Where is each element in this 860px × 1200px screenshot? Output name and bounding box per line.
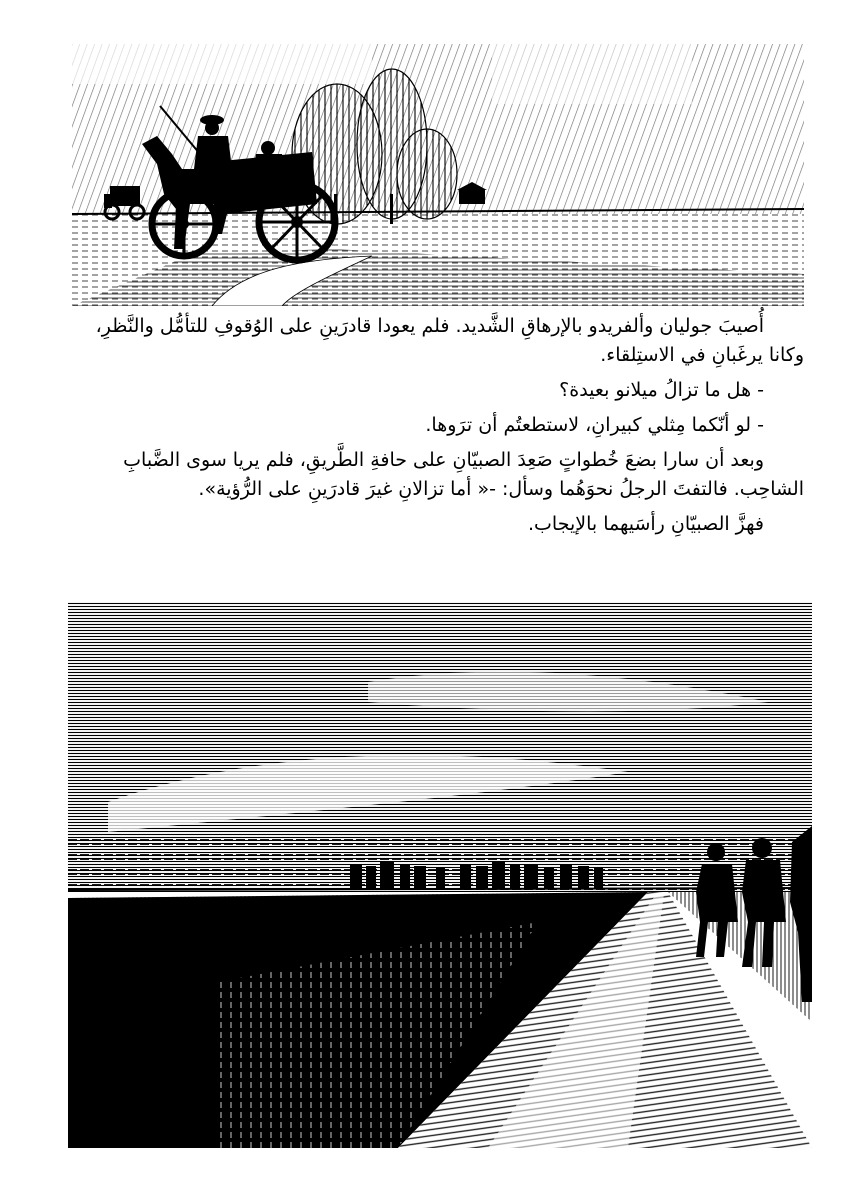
dialogue-answer: - لو أنّكما مِثلي كبيرانِ، لاستطعتُم أن ترَوها. [425, 414, 764, 436]
paragraph-road-edge: وبعد أن سارا بضعَ خُطواتٍ صَعِدَ الصبيّانِ على حافةِ الطَّريقِ، فلم يريا سوى الضَّبابِ الشاحِب. فالتفتَ الرجلُ نحوَهُما وسأل: -« أما تزالانِ غيرَ قادرَينِ على الرُّؤية». [123, 449, 804, 500]
top-illustration [72, 44, 804, 306]
paragraph-exhaustion: أُصيبَ جوليان وألفريدو بالإرهاقِ الشَّديد. فلم يعودا قادرَينِ على الوُقوفِ للتأمُّل والنَّظرِ، وكانا يرغَبانِ في الاستِلقاء. [95, 315, 804, 366]
cart-scene-illustration [72, 44, 804, 306]
dialogue-question: - هل ما تزالُ ميلانو بعيدة؟ [559, 379, 764, 401]
road-field-illustration [68, 602, 812, 1148]
bottom-illustration [68, 602, 812, 1148]
story-text [72, 312, 804, 545]
paragraph-nod: فهزَّ الصبيّانِ رأسَيهما بالإيجاب. [527, 513, 764, 535]
